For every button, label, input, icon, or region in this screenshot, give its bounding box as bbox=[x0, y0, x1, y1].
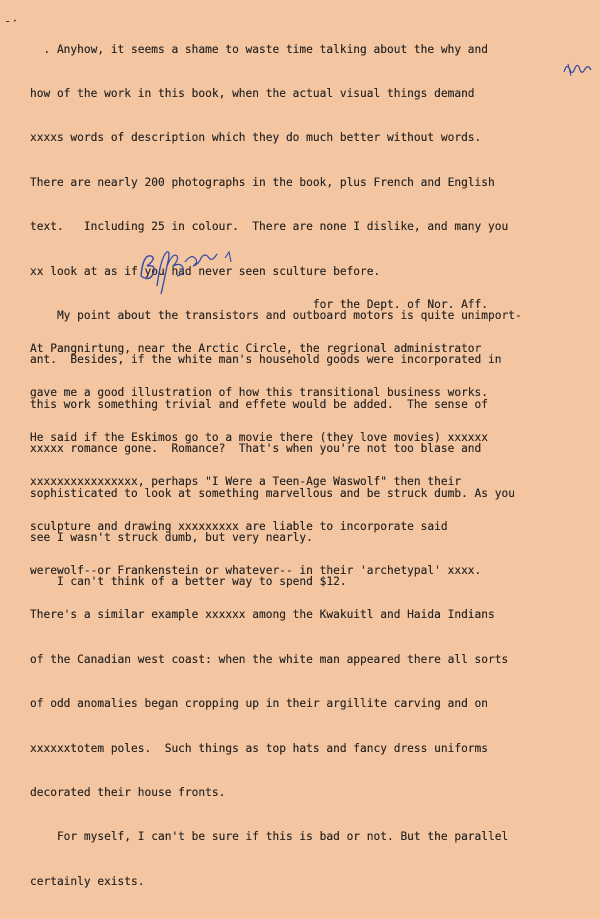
text-line: xxxxx romance gone. Romance? That's when you're not too blase and bbox=[30, 442, 482, 456]
text-line: text. Including 25 in colour. There are none I dislike, and many you bbox=[30, 220, 509, 234]
text-line: There are nearly 200 photographs in the book, plus French and English bbox=[30, 175, 495, 189]
text-line: see I wasn't struck dumb, but very nearly. bbox=[30, 530, 313, 544]
handwritten-margin-annotation bbox=[560, 58, 600, 82]
text-line: sculpture and drawing xxxxxxxxx are liable to incorporate said bbox=[30, 519, 448, 533]
text-line: decorated their house fronts. bbox=[30, 785, 226, 799]
text-line: for the Dept. of Nor. Aff. bbox=[30, 297, 489, 311]
text-line: xx look at as if you had never seen sculture before. bbox=[30, 264, 381, 278]
text-line: xxxxxxtotem poles. Such things as top hats and fancy dress uniforms bbox=[30, 741, 489, 755]
text-line: certainly exists. bbox=[30, 874, 145, 888]
text-line: gave me a good illustration of how this transitional business works. bbox=[30, 386, 489, 400]
text-line: xxxxs words of description which they do much better without words. bbox=[30, 131, 482, 145]
text-line: I can't think of a better way to spend $12. bbox=[30, 575, 347, 589]
text-line: werewolf--or Frankenstein or whatever-- in their 'archetypal' xxxx. bbox=[30, 563, 482, 577]
text-line: this work something trivial and effete would be added. The sense of bbox=[30, 397, 489, 411]
text-line: ant. Besides, if the white man's household goods were incorporated in bbox=[30, 353, 502, 367]
text-line: . Anyhow, it seems a shame to waste time talking about the why and bbox=[30, 42, 489, 56]
text-line: sophisticated to look at something marvellous and be struck dumb. As you bbox=[30, 486, 515, 500]
text-line: of the Canadian west coast: when the white man appeared there all sorts bbox=[30, 652, 509, 666]
margin-mark: -· bbox=[4, 14, 19, 28]
text-line: At Pangnirtung, near the Arctic Circle, the regrional administrator bbox=[30, 341, 482, 355]
text-line: xxxxxxxxxxxxxxxx, perhaps "I Were a Teen-Age Waswolf" then their bbox=[30, 475, 462, 489]
text-line: For myself, I can't be sure if this is bad or not. But the parallel bbox=[30, 830, 509, 844]
paragraph-block-2 bbox=[30, 268, 595, 919]
text-line: There's a similar example xxxxxx among the Kwakuitl and Haida Indians bbox=[30, 608, 495, 622]
text-line: My point about the transistors and outboard motors is quite unimport- bbox=[30, 308, 522, 322]
text-line: He said if the Eskimos go to a movie there (they love movies) xxxxxx bbox=[30, 430, 489, 444]
text-line: of odd anomalies began cropping up in their argillite carving and on bbox=[30, 697, 489, 711]
text-line: how of the work in this book, when the actual visual things demand bbox=[30, 86, 475, 100]
